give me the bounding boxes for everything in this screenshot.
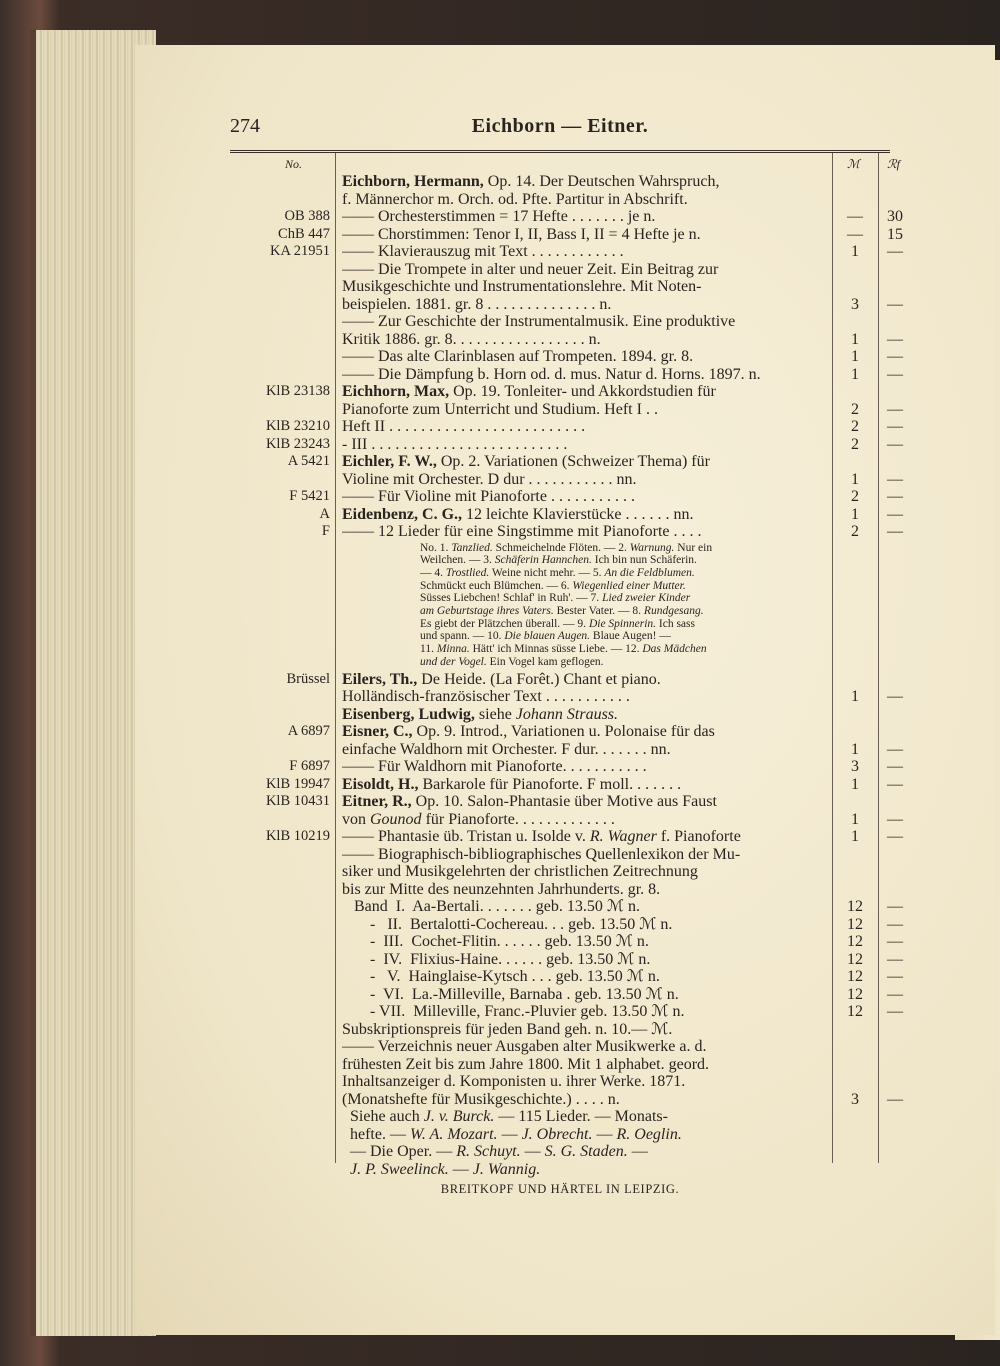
price-mark: 1 (851, 470, 859, 488)
entry-text: —— 12 Lieder für eine Singstimme mit Pianoforte . . . . (342, 523, 702, 540)
entry-text: f. Männerchor m. Orch. od. Pfte. Partitur in Abschrift. (342, 190, 688, 208)
catalog-row (135, 506, 995, 523)
catalog-row (135, 173, 995, 190)
catalog-number: Brüssel (286, 670, 330, 687)
catalog-row (135, 296, 995, 313)
song-list-line (135, 592, 995, 605)
entry-text: —— Das alte Clarinblasen auf Trompeten. 1894. gr. 8. (342, 348, 694, 365)
price-mark: — (847, 225, 863, 243)
catalog-number: OB 388 (284, 208, 330, 224)
catalog-row (135, 226, 995, 243)
catalog-row (135, 1038, 995, 1055)
price-pfennig: — (887, 470, 903, 488)
catalog-row (135, 811, 995, 828)
price-pfennig: — (887, 488, 903, 505)
catalog-row (135, 331, 995, 348)
catalog-row (135, 1143, 995, 1160)
catalog-row (135, 208, 995, 225)
catalog-row (135, 863, 995, 880)
catalog-row (135, 1073, 995, 1090)
price-mark: 12 (847, 898, 863, 915)
entry-text: Eichhorn, Max, Op. 19. Tonleiter- und Akkordstudien für (342, 383, 716, 400)
price-mark: 2 (851, 523, 859, 540)
catalog-row (135, 523, 995, 540)
entry-text: —— Orchesterstimmen = 17 Hefte . . . . . . . je n. (342, 208, 656, 225)
column-header-mark: ℳ (847, 157, 860, 171)
entry-text: —— Chorstimmen: Tenor I, II, Bass I, II = 4 Hefte je n. (342, 225, 701, 243)
entry-text: Eitner, R., Op. 10. Salon-Phantasie über Motive aus Faust (342, 793, 717, 810)
page-number: 274 (230, 115, 260, 137)
entry-text: —— Phantasie üb. Tristan u. Isolde v. R. Wagner f. Pianoforte (342, 828, 741, 845)
catalog-row (135, 688, 995, 705)
price-pfennig: — (887, 985, 903, 1003)
price-pfennig: — (887, 243, 903, 260)
catalog-row (135, 453, 995, 470)
catalog-row (135, 243, 995, 260)
price-mark: 2 (851, 488, 859, 505)
price-mark: 1 (851, 365, 859, 383)
song-list-text: Süsses Liebchen! Schlaf' in Ruh'. — 7. Lied zweier Kinder (420, 592, 691, 605)
entry-text: Eichler, F. W., Op. 2. Variationen (Schweizer Thema) für (342, 453, 710, 470)
price-pfennig: — (887, 740, 903, 758)
catalog-number: A 5421 (287, 453, 330, 469)
price-pfennig: — (887, 950, 903, 968)
header-rule (230, 150, 890, 153)
song-list-text: Weilchen. — 3. Schäferin Hannchen. Ich bin nun Schäferin. (420, 554, 697, 567)
catalog-row (135, 261, 995, 278)
price-mark: 2 (851, 400, 859, 418)
price-mark: 12 (847, 968, 863, 985)
entry-text: Inhaltsanzeiger d. Komponisten u. ihrer Werke. 1871. (342, 1073, 686, 1090)
entry-text: Siehe auch J. v. Burck. — 115 Lieder. — Monats- (342, 1108, 668, 1125)
catalog-row (135, 383, 995, 400)
catalog-row (135, 1056, 995, 1073)
price-mark: 1 (851, 505, 859, 523)
entry-text: —— Klavierauszug mit Text . . . . . . . . . . . . (342, 243, 624, 260)
catalog-row (135, 846, 995, 863)
catalog-row (135, 916, 995, 933)
catalog-row (135, 881, 995, 898)
entry-text: Violine mit Orchester. D dur . . . . . . . . . . . nn. (342, 470, 637, 488)
entry-text: bis zur Mitte des neunzehnten Jahrhunderts. gr. 8. (342, 880, 661, 898)
catalog-row (135, 986, 995, 1003)
price-mark: 2 (851, 435, 859, 453)
price-pfennig: — (887, 400, 903, 418)
price-mark: 1 (851, 828, 859, 845)
entry-text: siker und Musikgelehrten der christlichen Zeitrechnung (342, 863, 698, 880)
price-mark: 12 (847, 1003, 863, 1020)
price-pfennig: 15 (887, 225, 903, 243)
entry-text: Eisenberg, Ludwig, siehe Johann Strauss. (342, 705, 619, 723)
catalog-row (135, 1126, 995, 1143)
price-mark: 3 (851, 758, 859, 775)
running-head: Eichborn — Eitner. (471, 115, 649, 137)
entry-text: Pianoforte zum Unterricht und Studium. Heft I . . (342, 400, 658, 418)
catalog-row (135, 723, 995, 740)
catalog-row (135, 418, 995, 435)
catalog-number: F 6897 (289, 758, 330, 774)
entry-text: —— Die Trompete in alter und neuer Zeit. Ein Beitrag zur (342, 260, 719, 278)
entry-text: Holländisch-französischer Text . . . . . . . . . . . (342, 688, 630, 705)
song-list-text: und der Vogel. Ein Vogel kam geflogen. (420, 655, 604, 668)
price-pfennig: — (887, 775, 903, 793)
catalog-row (135, 776, 995, 793)
entry-text: - III. Cochet-Flitin. . . . . . geb. 13.50 ℳ n. (342, 933, 649, 950)
price-pfennig: — (887, 348, 903, 365)
price-pfennig: — (887, 968, 903, 985)
column-header-pf: ℛf (887, 157, 900, 171)
entry-text: —— Die Dämpfung b. Horn od. d. mus. Natur d. Horns. 1897. n. (342, 365, 761, 383)
price-pfennig: — (887, 295, 903, 313)
price-mark: 1 (851, 688, 859, 705)
column-header-no: No. (285, 157, 303, 171)
entry-text: —— Biographisch-bibliographisches Quellenlexikon der Mu- (342, 845, 741, 863)
catalog-number: F (321, 523, 330, 539)
entry-text: J. P. Sweelinck. — J. Wannig. (350, 1160, 541, 1178)
entry-text: hefte. — W. A. Mozart. — J. Obrecht. — R. Oeglin. (342, 1125, 682, 1143)
price-pfennig: 30 (887, 208, 903, 225)
entry-text: (Monatshefte für Musikgeschichte.) . . . . n. (342, 1090, 620, 1108)
price-mark: 12 (847, 933, 863, 950)
catalog-number: ChB 447 (278, 225, 330, 242)
price-pfennig: — (887, 688, 903, 705)
song-list-line (135, 567, 995, 580)
catalog-number: A 6897 (287, 723, 330, 739)
price-pfennig: — (887, 523, 903, 540)
catalog-row (135, 706, 995, 723)
entry-text: beispielen. 1881. gr. 8 . . . . . . . . . . . . . . n. (342, 295, 612, 313)
song-list-text: Es giebt der Plätzchen überall. — 9. Die Spinnerin. Ich sass (420, 617, 695, 630)
price-mark: 1 (851, 740, 859, 758)
price-pfennig: — (887, 505, 903, 523)
entry-text: Kritik 1886. gr. 8. . . . . . . . . . . . . . . . . n. (342, 330, 601, 348)
catalog-row (135, 828, 995, 845)
catalog-number: KlB 23138 (265, 383, 330, 399)
entry-text: - VII. Milleville, Franc.-Pluvier geb. 13.50 ℳ n. (342, 1003, 685, 1020)
song-list-text: und spann. — 10. Die blauen Augen. Blaue Augen! — (420, 630, 671, 643)
entry-text: - IV. Flixius-Haine. . . . . . geb. 13.50 ℳ n. (342, 950, 651, 968)
price-pfennig: — (887, 933, 903, 950)
price-pfennig: — (887, 828, 903, 845)
song-list-text: am Geburtstage ihres Vaters. Bester Vater. — 8. Rundgesang. (420, 605, 704, 617)
song-list-line (135, 630, 995, 643)
price-pfennig: — (887, 365, 903, 383)
publisher-footer: BREITKOPF UND HÄRTEL IN LEIPZIG. (440, 1182, 680, 1196)
price-pfennig: — (887, 1003, 903, 1020)
catalog-row (135, 1108, 995, 1125)
entry-text: —— Verzeichnis neuer Ausgaben alter Musikwerke a. d. (342, 1038, 707, 1055)
price-mark: 2 (851, 418, 859, 435)
song-list-line (135, 542, 995, 555)
price-pfennig: — (887, 898, 903, 915)
song-list-text: No. 1. Tanzlied. Schmeichelnde Flöten. — 2. Warnung. Nur ein (420, 541, 713, 554)
catalog-number: KlB 23210 (265, 418, 330, 434)
catalog-row (135, 1091, 995, 1108)
catalog-row (135, 1003, 995, 1020)
song-list-text: 11. Minna. Hätt' ich Minnas süsse Liebe. — 12. Das Mädchen (420, 643, 707, 656)
song-list-line (135, 580, 995, 593)
song-list-line (135, 656, 995, 669)
price-pfennig: — (887, 915, 903, 933)
catalog-row (135, 348, 995, 365)
price-mark: 3 (851, 1090, 859, 1108)
catalog-row (135, 191, 995, 208)
catalog-row (135, 741, 995, 758)
catalog-number: KlB 10431 (265, 793, 330, 809)
price-pfennig: — (887, 330, 903, 348)
catalog-row (135, 278, 995, 295)
price-mark: 12 (847, 950, 863, 968)
entry-text: Eisoldt, H., Barkarole für Pianoforte. F moll. . . . . . . (342, 775, 682, 793)
entry-text: —— Für Violine mit Pianoforte . . . . . . . . . . . (342, 488, 635, 505)
page-header (230, 115, 890, 143)
price-pfennig: — (887, 435, 903, 453)
catalog-row (135, 898, 995, 915)
entry-text: - VI. La.-Milleville, Barnaba . geb. 13.50 ℳ n. (342, 985, 679, 1003)
catalog-row (135, 758, 995, 775)
catalog-row (135, 471, 995, 488)
price-mark: 12 (847, 985, 863, 1003)
catalog-row (135, 313, 995, 330)
song-list-text: — 4. Trostlied. Weine nicht mehr. — 5. An die Feldblumen. (420, 566, 695, 579)
price-mark: 3 (851, 295, 859, 313)
catalog-row (135, 488, 995, 505)
catalog-row (135, 951, 995, 968)
price-mark: 1 (851, 775, 859, 793)
entry-text: von Gounod für Pianoforte. . . . . . . . . . . . . (342, 810, 615, 828)
catalog-row (135, 968, 995, 985)
catalog-number: F 5421 (289, 488, 330, 504)
entry-text: Eilers, Th., De Heide. (La Forêt.) Chant et piano. (342, 670, 661, 688)
entry-text: einfache Waldhorn mit Orchester. F dur. . . . . . . nn. (342, 740, 671, 758)
price-pfennig: — (887, 418, 903, 435)
price-pfennig: — (887, 1090, 903, 1108)
catalog-row (135, 1161, 995, 1178)
catalog-number: KlB 19947 (265, 775, 330, 792)
song-list-line (135, 618, 995, 631)
song-list-line (135, 605, 995, 618)
entry-text: —— Für Waldhorn mit Pianoforte. . . . . . . . . . . (342, 758, 647, 775)
catalog-row (135, 1021, 995, 1038)
entry-text: - II. Bertalotti-Cochereau. . . geb. 13.50 ℳ n. (342, 915, 673, 933)
catalog-row (135, 671, 995, 688)
catalog-row (135, 366, 995, 383)
entry-text: Eidenbenz, C. G., 12 leichte Klavierstücke . . . . . . nn. (342, 505, 694, 523)
entry-text: - V. Hainglaise-Kytsch . . . geb. 13.50 ℳ n. (342, 968, 660, 985)
price-mark: — (847, 208, 863, 225)
price-mark: 1 (851, 348, 859, 365)
catalog-row (135, 436, 995, 453)
entry-text: Eisner, C., Op. 9. Introd., Variationen u. Polonaise für das (342, 723, 715, 740)
catalog-number: KA 21951 (269, 243, 330, 259)
book-page (135, 45, 995, 1335)
entry-text: —— Zur Geschichte der Instrumentalmusik. Eine produktive (342, 313, 736, 330)
entry-text: frühesten Zeit bis zum Jahre 1800. Mit 1 alphabet. geord. (342, 1055, 710, 1073)
song-list-line (135, 643, 995, 656)
catalog-row (135, 401, 995, 418)
catalog-row (135, 933, 995, 950)
song-list-line (135, 554, 995, 567)
entry-text: Subskriptionspreis für jeden Band geh. n. 10.— ℳ. (342, 1020, 673, 1038)
entry-text: Eichborn, Hermann, Op. 14. Der Deutschen Wahrspruch, (342, 173, 720, 190)
price-mark: 1 (851, 330, 859, 348)
entry-text: Musikgeschichte und Instrumentationslehre. Mit Noten- (342, 278, 702, 295)
song-list-text: Schmückt euch Blümchen. — 6. Wiegenlied einer Mutter. (420, 579, 686, 592)
price-mark: 1 (851, 810, 859, 828)
catalog-row (135, 793, 995, 810)
price-pfennig: — (887, 810, 903, 828)
price-mark: 1 (851, 243, 859, 260)
catalog-number: KlB 23243 (265, 435, 330, 452)
catalog-number: A (319, 505, 330, 522)
entry-text: Heft II . . . . . . . . . . . . . . . . . . . . . . . . . (342, 418, 586, 435)
entry-text: - III . . . . . . . . . . . . . . . . . . . . . . . . . (342, 435, 568, 453)
price-mark: 12 (847, 915, 863, 933)
entry-text: Band I. Aa-Bertali. . . . . . . geb. 13.50 ℳ n. (342, 898, 640, 915)
entry-text: — Die Oper. — R. Schuyt. — S. G. Staden. — (342, 1143, 648, 1160)
price-pfennig: — (887, 758, 903, 775)
catalog-number: KlB 10219 (265, 828, 330, 844)
